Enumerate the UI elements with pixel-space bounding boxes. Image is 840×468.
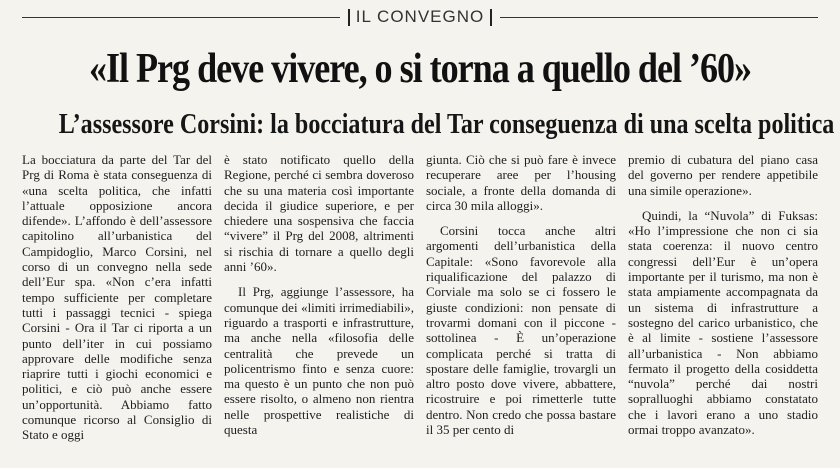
article-body <box>22 152 820 443</box>
kicker-rule-left <box>22 17 340 18</box>
subheadline: L’assessore Corsini: la bocciatura del Tar conseguenza di una scelta politica <box>58 109 835 140</box>
article-column-1 <box>22 152 212 443</box>
section-kicker <box>22 6 818 28</box>
headline: «Il Prg deve vivere, o si torna a quello del ’60» <box>88 46 752 92</box>
kicker-tick-left <box>348 9 350 26</box>
paragraph: Quindi, la “Nuvola” di Fuksas: «Ho l’impressione che non ci sia stata coerenza: il nuovo centro congressi dell’Eur è un’opera importante per il turismo, ma non è stata ampiamente accompagnata da un sistema di infrastrutture a sostegno del carico urbanistico, che è al limite - sostiene l’assessore all’urbanistica - Non abbiamo fermato il progetto della cosiddetta “nuvola” perché dai nostri sopralluoghi abbiamo constatato che i lavori erano a uno stadio ormai troppo avanzato». <box>628 207 818 438</box>
kicker-rule-right <box>500 17 818 18</box>
paragraph: premio di cubatura del piano casa del governo per rendere appetibile una simile operazione». <box>628 152 818 198</box>
paragraph: è stato notificato quello della Regione, perché ci sembra doveroso che su una materia così importante decida il giudice superiore, e per chiedere una sospensiva che faccia “vivere” il Prg del 2008, altrimenti si rischia di tornare a quello degli anni ’60». <box>224 152 414 275</box>
article-column-2 <box>224 152 414 443</box>
paragraph: La bocciatura da parte del Tar del Prg di Roma è stata conseguenza di «una scelta politica, che infatti l’attuale opposizione ancora difende». L’affondo è dell’assessore capitolino all’urbanistica del Campidoglio, Marco Corsini, nel corso di un convegno nella sede dell’Eur spa. «Non c’era infatti tempo sufficiente per completare tutti i passaggi tecnici - spiega Corsini - Ora il Tar ci riporta a un punto dell’iter in cui possiamo approvare delle modifiche senza riaprire tutti i giochi economici e politici, e ciò può anche essere un’opportunità. Abbiamo fatto comunque ricorso al Consiglio di Stato e oggi <box>22 152 212 443</box>
article-column-4 <box>628 152 818 443</box>
paragraph: giunta. Ciò che si può fare è invece recuperare aree per l’housing sociale, a fronte della domanda di circa 30 mila alloggi». <box>426 152 616 213</box>
kicker-label: IL CONVEGNO <box>355 7 485 26</box>
article-column-3 <box>426 152 616 443</box>
paragraph: Il Prg, aggiunge l’assessore, ha comunque dei «limiti irrimediabili», riguardo a trasporti e infrastrutture, ma anche nella «filosofia delle centralità che prevede un policentrismo finto e senza cuore: ma questo è un punto che non può essere risolto, o almeno non rientra nelle prospettive realistiche di questa <box>224 284 414 438</box>
kicker-tick-right <box>490 9 492 26</box>
paragraph: Corsini tocca anche altri argomenti dell’urbanistica della Capitale: «Sono favorevole alla riqualificazione del palazzo di Corviale ma solo se ci fossero le giuste condizioni: non pensate di trovarmi domani con il piccone - sottolinea - È un’operazione complicata perché si tratta di spostare delle famiglie, trovargli un altro posto dove vivere, abbattere, ricostruire e poi rimetterle tutte dentro. Non credo che possa bastare il 35 per cento di <box>426 223 616 438</box>
